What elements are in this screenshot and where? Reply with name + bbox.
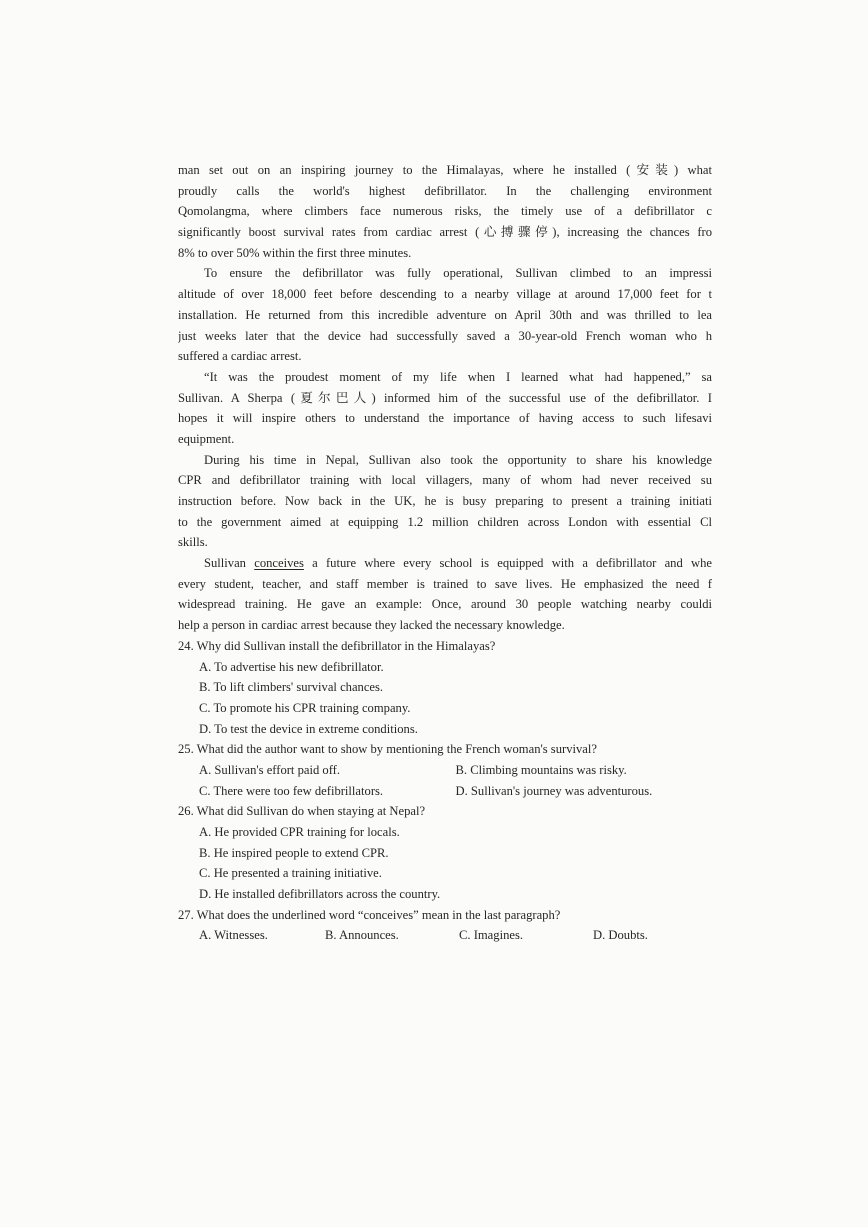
answer-option-c[interactable]: C. There were too few defibrillators. <box>199 783 384 798</box>
answer-option-c[interactable]: C. He presented a training initiative. <box>199 866 382 881</box>
answer-option-d[interactable]: D. He installed defibrillators across the country. <box>199 887 441 902</box>
passage-line: “It was the proudest moment of my life when I learned what had happened,” sa <box>204 369 712 384</box>
passage-line: to the government aimed at equipping 1.2 million children across London with essential Cl <box>178 514 712 529</box>
question-number: 26. <box>178 804 194 819</box>
passage-line: Qomolangma, where climbers face numerous risks, the timely use of a defibrillator c <box>178 204 712 219</box>
question-text: What did the author want to show by mentioning the French woman's survival? <box>196 742 597 757</box>
passage-line: installation. He returned from this incredible adventure on April 30th and was thrilled to lea <box>178 307 712 322</box>
question-24 <box>178 636 712 739</box>
passage-paragraph-5 <box>178 553 712 636</box>
passage-line: every student, teacher, and staff member is trained to save lives. He emphasized the need f <box>178 576 712 591</box>
question-stem <box>178 905 712 926</box>
passage-line: hopes it will inspire others to understand the importance of having access to such lifesavi <box>178 411 712 426</box>
question-number: 27. <box>178 907 194 922</box>
passage-line: help a person in cardiac arrest because they lacked the necessary knowledge. <box>178 618 565 633</box>
answer-option-d[interactable]: D. Doubts. <box>593 928 648 943</box>
answer-option-b[interactable]: B. Announces. <box>325 928 399 943</box>
line-text-before: Sullivan <box>204 556 255 571</box>
passage-line: significantly boost survival rates from cardiac arrest (心搏骤停), increasing the chances fro <box>178 225 712 240</box>
question-stem <box>178 636 712 657</box>
answer-option-a[interactable]: A. To advertise his new defibrillator. <box>199 659 384 674</box>
passage-line: proudly calls the world's highest defibrillator. In the challenging environment <box>178 183 712 198</box>
question-26 <box>178 801 712 904</box>
question-text: What does the underlined word “conceives” mean in the last paragraph? <box>196 907 561 922</box>
passage-paragraph-1 <box>178 160 712 263</box>
passage-line: instruction before. Now back in the UK, he is busy preparing to present a training initiati <box>178 494 712 508</box>
passage-paragraph-2 <box>178 263 712 366</box>
question-25 <box>178 739 712 801</box>
question-stem <box>178 739 712 760</box>
passage-line: Sullivan. A Sherpa (夏尔巴人) informed him of the successful use of the defibrillator. I <box>178 390 712 405</box>
question-27 <box>178 905 712 946</box>
answer-option-c[interactable]: C. Imagines. <box>459 928 524 943</box>
question-text: What did Sullivan do when staying at Nepal? <box>196 804 426 819</box>
question-text: Why did Sullivan install the defibrillator in the Himalayas? <box>196 638 496 653</box>
passage-line: 8% to over 50% within the first three minutes. <box>178 245 412 260</box>
question-stem <box>178 801 712 822</box>
answer-options-row <box>178 781 712 802</box>
passage-line: To ensure the defibrillator was fully operational, Sullivan climbed to an impressi <box>204 266 712 281</box>
reading-passage-and-questions <box>178 160 712 946</box>
answer-option-c[interactable]: C. To promote his CPR training company. <box>199 700 411 715</box>
passage-line: equipment. <box>178 431 235 446</box>
answer-option-a[interactable]: A. He provided CPR training for locals. <box>199 825 400 839</box>
passage-line: CPR and defibrillator training with local villagers, many of whom had never received su <box>178 473 712 488</box>
passage-paragraph-4 <box>178 450 712 553</box>
question-number: 24. <box>178 638 194 653</box>
passage-paragraph-3 <box>178 367 712 450</box>
answer-option-d[interactable]: D. Sullivan's journey was adventurous. <box>455 783 653 798</box>
answer-option-d[interactable]: D. To test the device in extreme conditions. <box>199 721 418 736</box>
answer-options-row <box>178 760 712 781</box>
passage-line: man set out on an inspiring journey to the Himalayas, where he installed (安装) what <box>178 163 712 177</box>
answer-option-b[interactable]: B. He inspired people to extend CPR. <box>199 845 389 860</box>
passage-line: suffered a cardiac arrest. <box>178 349 302 364</box>
line-text-after: a future where every school is equipped with a defibrillator and whe <box>303 556 712 571</box>
answer-option-b[interactable]: B. Climbing mountains was risky. <box>455 762 627 777</box>
answer-option-a[interactable]: A. Witnesses. <box>199 928 268 943</box>
passage-line: widespread training. He gave an example: Once, around 30 people watching nearby couldi <box>178 597 712 612</box>
passage-line <box>178 553 712 574</box>
passage-line: altitude of over 18,000 feet before descending to a nearby village at around 17,000 feet for t <box>178 287 712 302</box>
answer-options-row <box>178 925 712 946</box>
answer-option-a[interactable]: A. Sullivan's effort paid off. <box>199 762 341 777</box>
passage-line: just weeks later that the device had successfully saved a 30-year-old French woman who h <box>178 328 712 343</box>
underlined-word-conceives: conceives <box>254 556 304 571</box>
question-number: 25. <box>178 742 194 757</box>
passage-line: During his time in Nepal, Sullivan also took the opportunity to share his knowledge <box>204 452 712 467</box>
passage-line: skills. <box>178 535 208 550</box>
answer-option-b[interactable]: B. To lift climbers' survival chances. <box>199 680 384 695</box>
